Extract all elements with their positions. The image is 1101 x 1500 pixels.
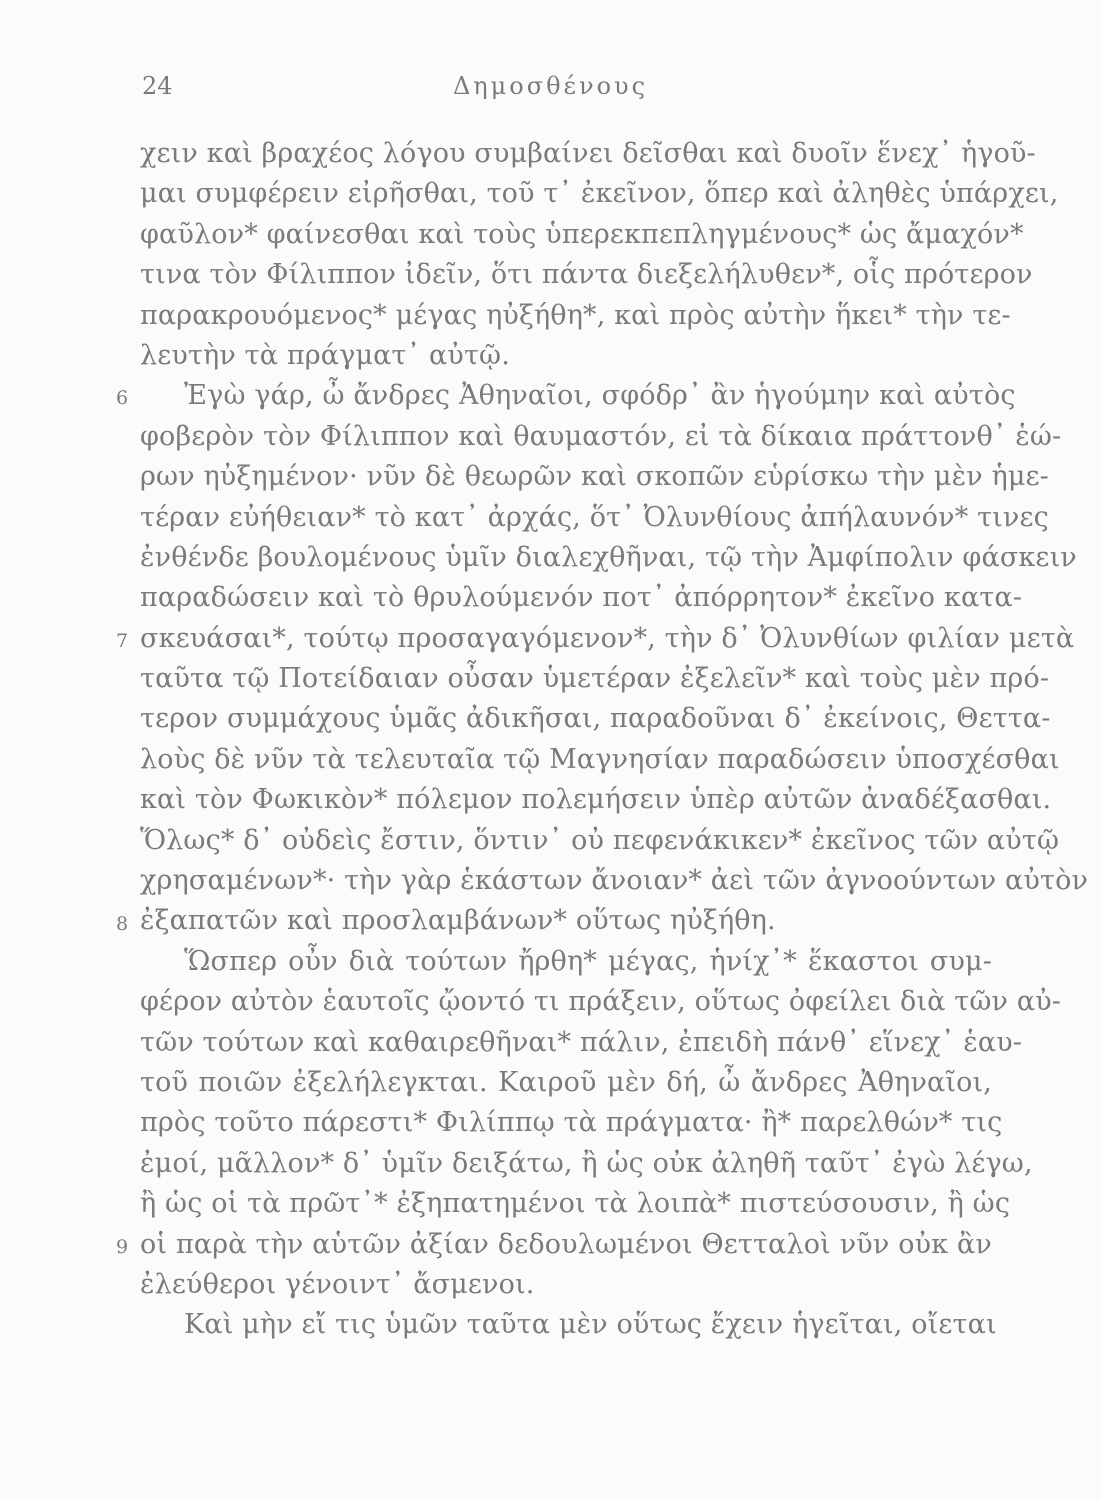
text-line: Ὥσπερ οὖν διὰ τούτων ἤρθη* μέγας, ἡνίχ᾽* ἕκαστοι συμ-: [184, 945, 992, 977]
text-line: τέραν εὐήθειαν* τὸ κατ᾽ ἀρχάς, ὅτ᾽ Ὀλυνθίους ἀπήλαυνόν* τινες: [140, 501, 1049, 533]
text-line: Ἐγὼ γάρ, ὦ ἄνδρες Ἀθηναῖοι, σφόδρ᾽ ἂν ἡγούμην καὶ αὐτὸς: [184, 380, 1016, 412]
text-body: [140, 134, 1089, 1346]
text-line: χειν καὶ βραχέος λόγου συμβαίνει δεῖσθαι καὶ δυοῖν ἕνεχ᾽ ἡγοῦ-: [140, 138, 1036, 169]
text-line: φοβερὸν τὸν Φίλιππον καὶ θαυμαστόν, εἰ τὰ δίκαια πράττονθ᾽ ἑώ-: [140, 420, 1062, 452]
text-line: Καὶ μὴν εἴ τις ὑμῶν ταῦτα μὲν οὕτως ἔχειν ἡγεῖται, οἴεται: [184, 1309, 997, 1341]
text-line: τοῦ ποιῶν ἐξελήλεγκται. Καιροῦ μὲν δή, ὦ ἄνδρες Ἀθηναῖοι,: [140, 1066, 992, 1098]
text-line: λευτὴν τὰ πράγματ᾽ αὐτῷ.: [140, 339, 510, 371]
text-line: παρακρουόμενος* μέγας ηὐξήθη*, καὶ πρὸς αὐτὴν ἥκει* τὴν τε-: [140, 299, 1011, 331]
text-line: χρησαμένων*· τὴν γὰρ ἑκάστων ἄνοιαν* ἀεὶ τῶν ἀγνοούντων αὐτὸν: [140, 865, 1089, 897]
text-line: λοὺς δὲ νῦν τὰ τελευταῖα τῷ Μαγνησίαν παραδώσειν ὑποσχέσθαι: [140, 743, 1060, 775]
section-number: 7: [116, 629, 129, 652]
text-line: πρὸς τοῦτο πάρεστι* Φιλίππῳ τὰ πράγματα· ἢ* παρελθών* τις: [140, 1107, 1003, 1139]
text-line: φαῦλον* φαίνεσθαι καὶ τοὺς ὑπερεκπεπληγμένους* ὡς ἄμαχόν*: [140, 218, 1024, 250]
text-line: μαι συμφέρειν εἰρῆσθαι, τοῦ τ᾽ ἐκεῖνον, ὅπερ καὶ ἀληθὲς ὑπάρχει,: [140, 178, 1059, 210]
text-line: ἢ ὡς οἱ τὰ πρῶτ᾽* ἐξηπατημένοι τὰ λοιπὰ* πιστεύσουσιν, ἢ ὡς: [140, 1188, 1011, 1220]
section-number: 6: [116, 387, 129, 410]
text-line: τῶν τούτων καὶ καθαιρεθῆναι* πάλιν, ἐπειδὴ πάνθ᾽ εἵνεχ᾽ ἑαυ-: [140, 1026, 1023, 1058]
page-number: 24: [142, 72, 173, 100]
text-line: ἐνθένδε βουλομένους ὑμῖν διαλεχθῆναι, τῷ τὴν Ἀμφίπολιν φάσκειν: [140, 541, 1077, 573]
text-line: τερον συμμάχους ὑμᾶς ἀδικῆσαι, παραδοῦναι δ᾽ ἐκείνοις, Θεττα-: [140, 703, 1051, 735]
text-line: τινα τὸν Φίλιππον ἰδεῖν, ὅτι πάντα διεξελήλυθεν*, οἷς πρότερον: [140, 259, 1033, 291]
text-line: ἐξαπατῶν καὶ προσλαμβάνων* οὕτως ηὐξήθη.: [140, 905, 776, 937]
text-line: παραδώσειν καὶ τὸ θρυλούμενόν ποτ᾽ ἀπόρρητον* ἐκεῖνο κατα-: [140, 582, 1023, 614]
section-number: 9: [116, 1235, 129, 1258]
text-line: ταῦτα τῷ Ποτείδαιαν οὖσαν ὑμετέραν ἐξελεῖν* καὶ τοὺς μὲν πρό-: [140, 663, 1050, 695]
text-line: σκευάσαι*, τούτῳ προσαγαγόμενον*, τὴν δ᾽ Ὀλυνθίων φιλίαν μετὰ: [140, 622, 1075, 654]
section-number: 8: [116, 912, 129, 935]
text-line: ἐμοί, μᾶλλον* δ᾽ ὑμῖν δειξάτω, ἢ ὡς οὐκ ἀληθῆ ταῦτ᾽ ἐγὼ λέγω,: [140, 1147, 1033, 1179]
page-header: [0, 72, 1101, 112]
text-line: καὶ τὸν Φωκικὸν* πόλεμον πολεμήσειν ὑπὲρ αὐτῶν ἀναδέξασθαι.: [140, 784, 1052, 816]
text-line: ἐλεύθεροι γένοιντ᾽ ἄσμενοι.: [140, 1268, 535, 1300]
text-line: ρων ηὐξημένον· νῦν δὲ θεωρῶν καὶ σκοπῶν εὑρίσκω τὴν μὲν ἡμε-: [140, 461, 1049, 493]
text-line: οἱ παρὰ τὴν αὑτῶν ἀξίαν δεδουλωμένοι Θετταλοὶ νῦν οὐκ ἂν: [140, 1228, 992, 1260]
text-line: φέρον αὐτὸν ἑαυτοῖς ᾤοντό τι πράξειν, οὕτως ὀφείλει διὰ τῶν αὐ-: [140, 986, 1062, 1018]
text-line: Ὅλως* δ᾽ οὐδεὶς ἔστιν, ὅντιν᾽ οὐ πεφενάκικεν* ἐκεῖνος τῶν αὐτῷ: [140, 824, 1060, 856]
running-title: Δημοσθένους: [452, 72, 649, 100]
